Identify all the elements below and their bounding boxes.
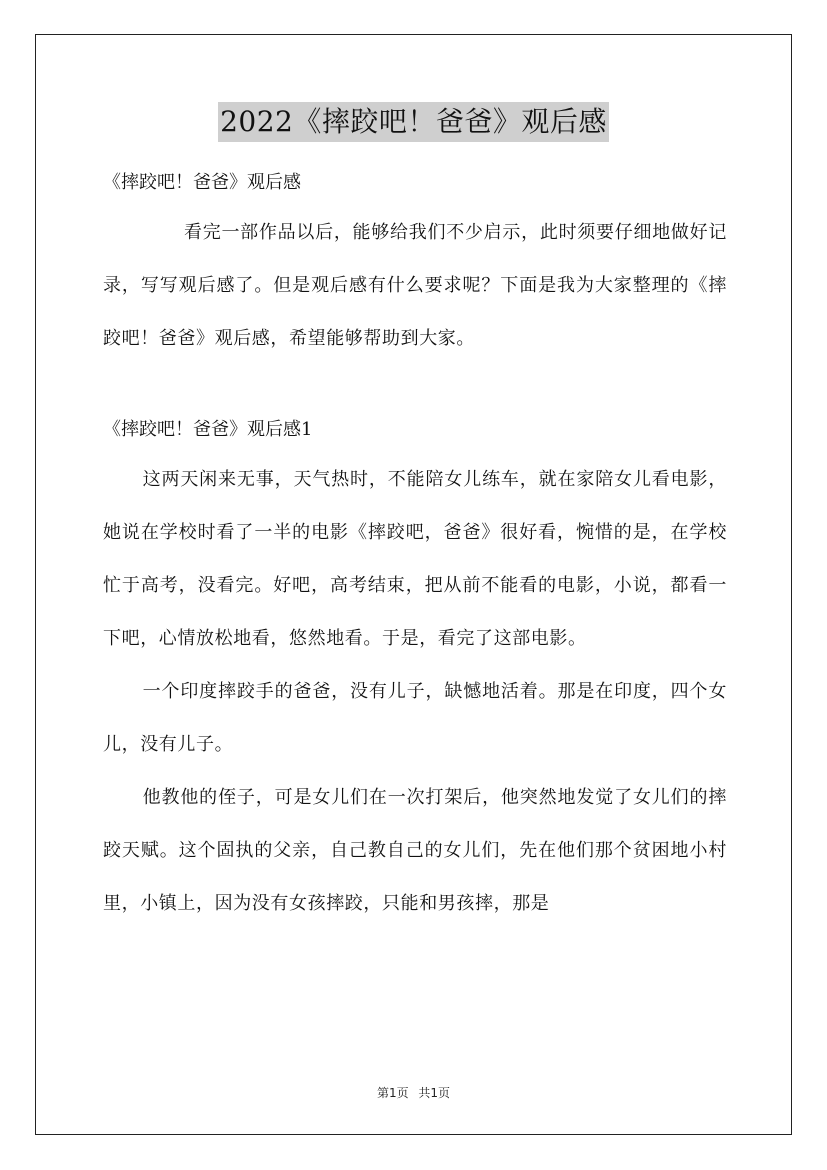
page-number: 第1页 (376, 1086, 409, 1100)
essay1-paragraph-1: 这两天闲来无事，天气热时，不能陪女儿练车，就在家陪女儿看电影，她说在学校时看了一半的电影《摔跤吧，爸爸》很好看，惋惜的是，在学校忙于高考，没看完。好吧，高考结束，把从前不能看的电影，小说，都看一下吧，心情放松地看，悠然地看。于是，看完了这部电影。 (103, 469, 727, 649)
document-title: 2022《摔跤吧！爸爸》观后感 (218, 102, 609, 142)
intro-heading: 《摔跤吧！爸爸》观后感 (103, 172, 301, 193)
page-footer (0, 1084, 827, 1101)
essay1-paragraph-2: 一个印度摔跤手的爸爸，没有儿子，缺憾地活着。那是在印度，四个女儿，没有儿子。 (103, 681, 727, 755)
essay1-heading: 《摔跤吧！爸爸》观后感1 (103, 419, 313, 440)
intro-paragraph: 看完一部作品以后，能够给我们不少启示，此时须要仔细地做好记录，写写观后感了。但是观后感有什么要求呢？下面是我为大家整理的《摔跤吧！爸爸》观后感，希望能够帮助到大家。 (103, 222, 727, 349)
page-total: 共1页 (418, 1086, 451, 1100)
title-container (0, 102, 827, 142)
essay1-paragraph-3: 他教他的侄子，可是女儿们在一次打架后，他突然地发觉了女儿们的摔跤天赋。这个固执的父亲，自己教自己的女儿们，先在他们那个贫困地小村里，小镇上，因为没有女孩摔跤，只能和男孩摔，那是 (103, 787, 727, 914)
document-body (103, 168, 727, 930)
